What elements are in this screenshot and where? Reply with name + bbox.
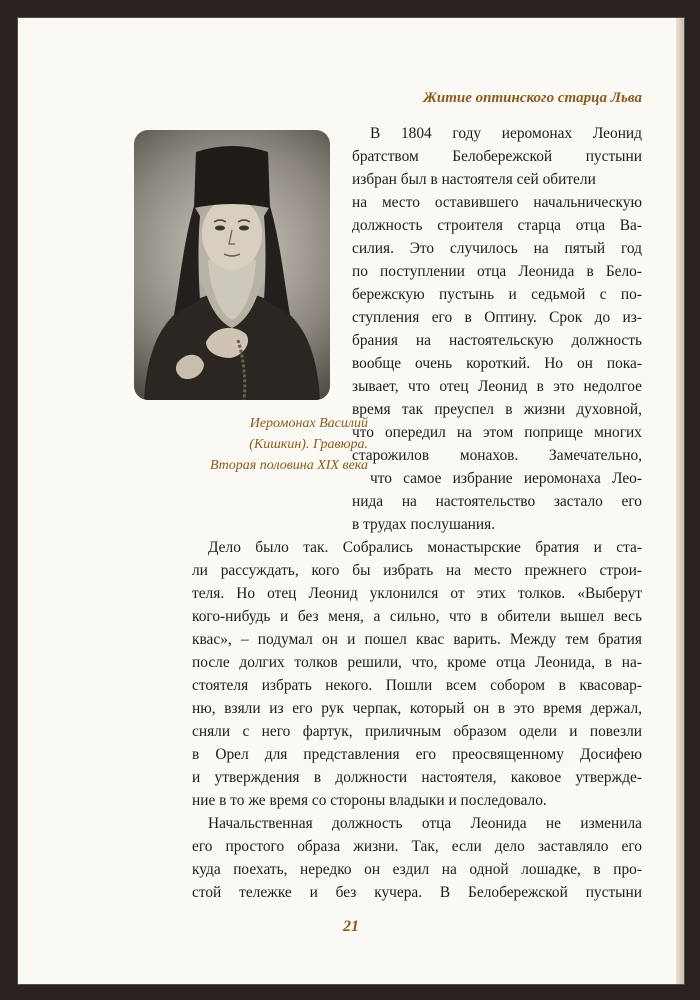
portrait-engraving <box>134 130 330 400</box>
page-number: 21 <box>343 918 359 935</box>
book-page <box>18 18 684 984</box>
body-line: силия. Это случилось на пятый год <box>352 240 642 257</box>
body-line: должность строителя старца отца Ва- <box>352 217 642 234</box>
monk-portrait-icon <box>134 130 330 400</box>
body-line: ню, взяли из его рук черпак, который он в это время держал, <box>192 700 642 717</box>
body-line: квас», – подумал он и пошел квас варить. Между тем братия <box>192 631 642 648</box>
body-line: в Орел для представления его преосвященному Досифею <box>192 746 642 763</box>
body-line: зывает, что отец Леонид в это недолгое <box>352 378 642 395</box>
body-line: ние в то же время со стороны владыки и последовало. <box>192 792 547 809</box>
body-line: Дело было так. Собрались монастырские братия и ста- <box>208 539 642 556</box>
body-line: братством Белобережской пустыни <box>352 148 642 165</box>
body-line: время так преуспел в жизни духовной, <box>352 401 642 418</box>
body-line: куда поехать, нередко он ездил на одной лошадке, в про- <box>192 861 642 878</box>
body-line: старожилов монахов. Замечательно, <box>352 447 642 464</box>
body-line: на место оставившего начальническую <box>352 194 642 211</box>
body-line: стоятеля избрать некого. Пошли всем собором в квасовар- <box>192 677 642 694</box>
body-line: ли рассуждать, кого бы избрать на место прежнего строи- <box>192 562 642 579</box>
body-line: теля. Но отец Леонид уклонился от этих толков. «Выберут <box>192 585 642 602</box>
body-line: стой тележке и без кучера. В Белобережской пустыни <box>192 884 642 901</box>
caption-line: Иеромонах Василий <box>249 416 368 431</box>
page-edge <box>676 18 684 984</box>
body-line: после долгих толков решили, что, кроме отца Леонида, в на- <box>192 654 642 671</box>
body-line: кого-нибудь и без меня, а сильно, что в обители вышел весь <box>192 608 642 625</box>
body-line: что опередил на этом поприще многих <box>352 424 642 441</box>
body-line: сняли с него фартук, приличным образом одели и повезли <box>192 723 642 740</box>
portrait-caption <box>98 413 368 476</box>
body-line: его простого образа жизни. Так, если дело заставляло его <box>192 838 642 855</box>
body-line: нида на настоятельство застало его <box>352 493 642 510</box>
body-line: бережскую пустынь и седьмой с по- <box>352 286 642 303</box>
body-line: что самое избрание иеромонаха Лео- <box>370 470 642 487</box>
body-line: по поступлении отца Леонида в Бело- <box>352 263 642 280</box>
body-line: и утверждения в должности настоятеля, каковое утвержде- <box>192 769 642 786</box>
caption-line: (Кишкин). Гравюра. <box>249 437 368 452</box>
body-line: Начальственная должность отца Леонида не изменила <box>208 815 642 832</box>
body-line: вообще очень короткий. Но он пока- <box>352 355 642 372</box>
running-head: Житие оптинского старца Льва <box>423 90 642 106</box>
caption-line: Вторая половина XIX века <box>209 458 368 473</box>
body-line: брания на настоятельскую должность <box>352 332 642 349</box>
body-line: в трудах послушания. <box>352 516 496 533</box>
body-line: ступления его в Оптину. Срок до из- <box>352 309 642 326</box>
body-line: избран был в настоятеля сей обители <box>352 171 596 188</box>
body-line: В 1804 году иеромонах Леонид <box>370 125 642 142</box>
